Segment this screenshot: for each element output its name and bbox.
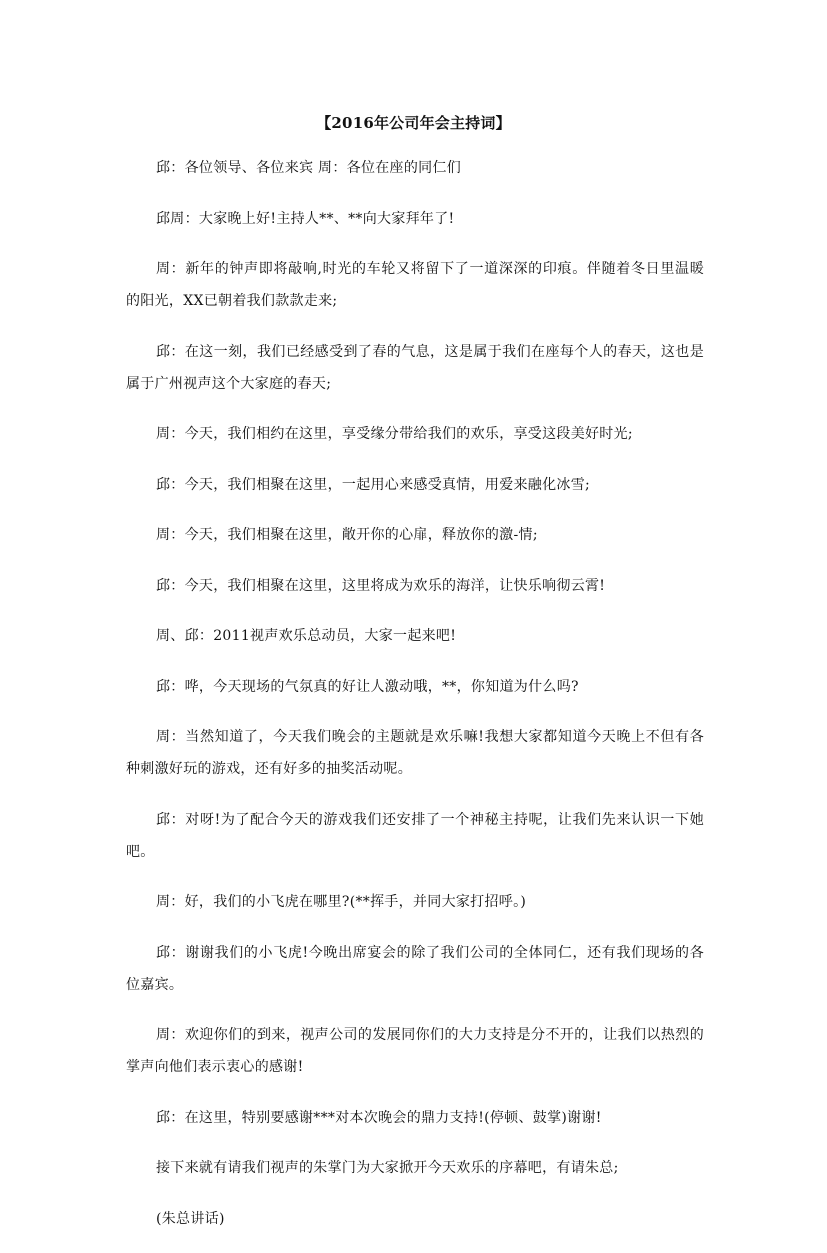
paragraph: 邱：对呀!为了配合今天的游戏我们还安排了一个神秘主持呢，让我们先来认识一下她吧。 <box>126 811 704 860</box>
paragraph: 邱：谢谢我们的小飞虎!今晚出席宴会的除了我们公司的全体同仁，还有我们现场的各位嘉宾。 <box>126 944 704 993</box>
paragraph: 邱：今天，我们相聚在这里，一起用心来感受真情，用爱来融化冰雪; <box>156 476 591 493</box>
paragraph: 周：新年的钟声即将敲响,时光的车轮又将留下了一道深深的印痕。伴随着冬日里温暖的阳光，XX已朝着我们款款走来; <box>126 261 704 309</box>
document-body <box>126 152 704 1253</box>
document-title: 【2016年公司年会主持词】 <box>316 114 511 132</box>
paragraph: 邱：在这里，特别要感谢***对本次晚会的鼎力支持!(停顿、鼓掌)谢谢! <box>156 1109 602 1126</box>
paragraph: 邱周：大家晚上好!主持人**、**向大家拜年了! <box>156 210 455 227</box>
paragraph: (朱总讲话) <box>156 1210 225 1227</box>
paragraph: 周：当然知道了，今天我们晚会的主题就是欢乐嘛!我想大家都知道今天晚上不但有各种刺激好玩的游戏，还有好多的抽奖活动呢。 <box>126 729 704 777</box>
paragraph: 邱：今天，我们相聚在这里，这里将成为欢乐的海洋，让快乐响彻云霄! <box>156 577 606 594</box>
paragraph: 接下来就有请我们视声的朱掌门为大家掀开今天欢乐的序幕吧，有请朱总; <box>156 1160 619 1176</box>
paragraph: 邱：各位领导、各位来宾 周：各位在座的同仁们 <box>156 160 462 176</box>
paragraph: 周：今天，我们相约在这里，享受缘分带给我们的欢乐，享受这段美好时光; <box>156 426 633 442</box>
paragraph: 邱：在这一刻，我们已经感受到了春的气息，这是属于我们在座每个人的春天，这也是属于广州视声这个大家庭的春天; <box>126 343 704 392</box>
paragraph: 周：好，我们的小飞虎在哪里?(**挥手，并同大家打招呼。) <box>156 894 527 910</box>
paragraph: 周、邱：2011视声欢乐总动员，大家一起来吧! <box>156 628 457 644</box>
paragraph: 周：欢迎你们的到来，视声公司的发展同你们的大力支持是分不开的，让我们以热烈的掌声向他们表示衷心的感谢! <box>126 1027 704 1075</box>
paragraph: 周：今天，我们相聚在这里，敞开你的心扉，释放你的激-情; <box>156 527 538 543</box>
paragraph: 邱：哗，今天现场的气氛真的好让人激动哦，**，你知道为什么吗? <box>156 678 579 695</box>
